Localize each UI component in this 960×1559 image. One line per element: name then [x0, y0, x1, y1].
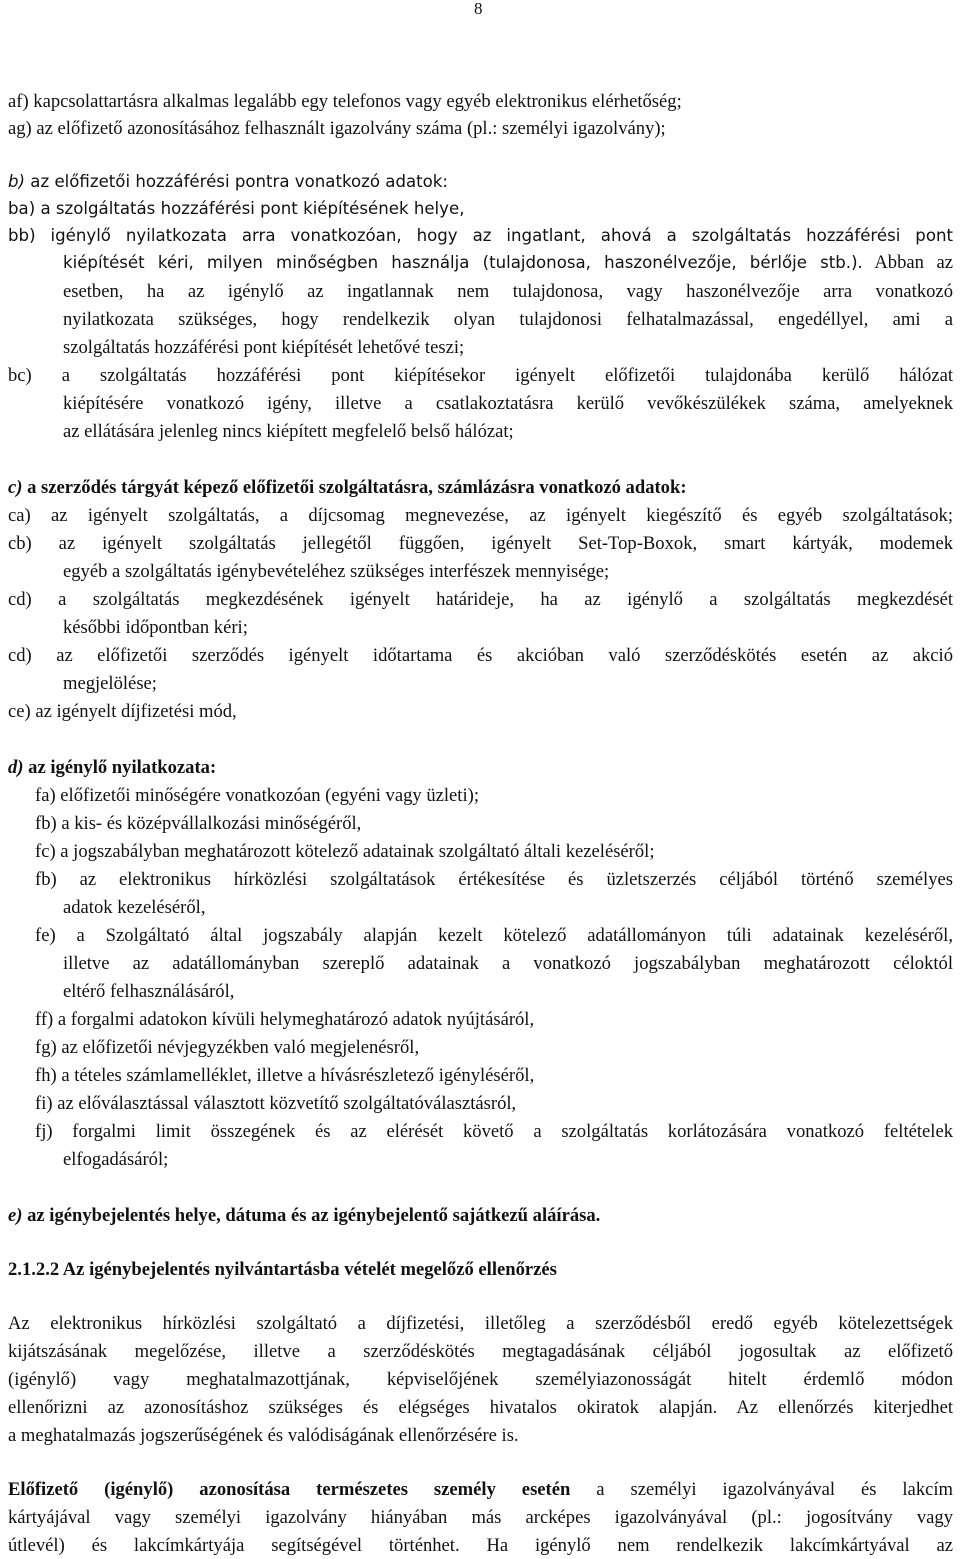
item-fb-2-line-1: fb) az elektronikus hírközlési szolgáltatások értékesítése és üzletszerzés céljából történő személyes — [35, 869, 953, 890]
section-c-heading — [8, 474, 953, 501]
item-ca: ca) az igényelt szolgáltatás, a díjcsomag megnevezése, az igényelt kiegészítő és egyéb szolgáltatások; — [8, 505, 953, 526]
item-bb-line-1: bb) igénylő nyilatkozata arra vonatkozóan, hogy az ingatlant, ahová a szolgáltatás hozzáférési pont — [8, 226, 953, 245]
item-fa: fa) előfizetői minőségére vonatkozóan (egyéni vagy üzleti); — [35, 785, 479, 806]
paragraph-2-bold-lead: Előfizető (igénylő) azonosítása természetes személy esetén — [8, 1479, 571, 1500]
item-bb-line-2-serif: Abban az — [862, 252, 953, 273]
item-ce: ce) az igényelt díjfizetési mód, — [8, 701, 237, 722]
paragraph-1-line-5: a meghatalmazás jogszerűségének és valódiságának ellenőrzésére is. — [8, 1425, 519, 1446]
section-e-title: az igénybejelentés helye, dátuma és az igénybejelentő sajátkezű aláírása. — [22, 1205, 601, 1226]
section-c-letter: c) — [8, 477, 23, 498]
item-ff: ff) a forgalmi adatokon kívüli helymeghatározó adatok nyújtásáról, — [35, 1009, 535, 1030]
item-bb-line-2 — [63, 249, 953, 276]
item-fj-line-2: elfogadásáról; — [63, 1149, 169, 1170]
item-fg: fg) az előfizetői névjegyzékben való megjelenésről, — [35, 1037, 420, 1058]
item-bc-line-2: kiépítésére vonatkozó igény, illetve a csatlakoztatásra kerülő vevőkészülékek száma, amelyeknek — [63, 393, 953, 414]
paragraph-1-line-1: Az elektronikus hírközlési szolgáltató a díjfizetési, illetőleg a szerződésből eredő egyéb kötelezettségek — [8, 1313, 953, 1334]
section-b-heading — [8, 168, 953, 195]
item-cd1-line-1: cd) a szolgáltatás megkezdésének igényelt határideje, ha az igénylő a szolgáltatás megkezdését — [8, 589, 953, 610]
item-bc-line-3: az ellátására jelenleg nincs kiépített megfelelő belső hálózat; — [63, 421, 514, 442]
paragraph-2-line-3: útlevél) és lakcímkártyája segítségével történhet. Ha igénylő nem rendelkezik lakcímkártyával az — [8, 1535, 953, 1556]
paragraph-1-line-3: (igénylő) vagy meghatalmazottjának, képviselőjének személyiazonosságát hitelt érdemlő módon — [8, 1369, 953, 1390]
section-e-letter: e) — [8, 1205, 23, 1226]
section-d-heading — [8, 754, 953, 781]
item-af: af) kapcsolattartásra alkalmas legalább egy telefonos vagy egyéb elektronikus elérhetőség; — [8, 91, 682, 112]
item-cd2-line-1: cd) az előfizetői szerződés igényelt időtartama és akcióban való szerződéskötés esetén az akció — [8, 645, 953, 666]
item-fb-1: fb) a kis- és középvállalkozási minőségéről, — [35, 813, 362, 834]
item-fb-2-line-2: adatok kezeléséről, — [63, 897, 206, 918]
page-number: 8 — [474, 0, 483, 18]
item-cb-line-2: egyéb a szolgáltatás igénybevételéhez szükséges interfészek mennyisége; — [63, 561, 610, 582]
paragraph-2-line-2: kártyájával vagy személyi igazolvány hiányában más arcképes igazolványával (pl.: jogosítvány vagy — [8, 1507, 953, 1528]
item-fc: fc) a jogszabályban meghatározott kötelező adatainak szolgáltató általi kezeléséről; — [35, 841, 655, 862]
item-fi: fi) az előválasztással választott közvetítő szolgáltatóválasztásról, — [35, 1093, 517, 1114]
item-ba: ba) a szolgáltatás hozzáférési pont kiépítésének helye, — [8, 199, 465, 218]
section-d-title: az igénylő nyilatkozata: — [23, 757, 217, 778]
section-d-letter: d) — [8, 757, 24, 778]
paragraph-2-line-1-rest: a személyi igazolványával és lakcím — [570, 1479, 953, 1500]
item-bb-line-3: esetben, ha az igénylő az ingatlannak nem tulajdonosa, vagy haszonélvezője arra vonatkozó — [63, 281, 953, 302]
paragraph-1-line-2: kijátszásának megelőzése, illetve a szerződéskötés megtagadásának céljából jogosultak az előfizető — [8, 1341, 953, 1362]
section-b-title: az előfizetői hozzáférési pontra vonatkozó adatok: — [25, 172, 449, 191]
section-e-heading — [8, 1202, 953, 1229]
item-bb-line-4: nyilatkozata szükséges, hogy rendelkezik olyan tulajdonosi felhatalmazással, engedéllyel, ami a — [63, 309, 953, 330]
item-cd1-line-2: későbbi időpontban kéri; — [63, 617, 248, 638]
item-bb-line-2-sans: kiépítését kéri, milyen minőségben használja (tulajdonosa, haszonélvezője, bérlője stb.). — [63, 253, 863, 272]
item-ag: ag) az előfizető azonosításához felhasznált igazolvány száma (pl.: személyi igazolvány); — [8, 118, 666, 139]
item-bb-line-5: szolgáltatás hozzáférési pont kiépítését lehetővé teszi; — [63, 337, 465, 358]
section-2-1-2-2-heading: 2.1.2.2 Az igénybejelentés nyilvántartásba vételét megelőző ellenőrzés — [8, 1259, 557, 1280]
paragraph-1-line-4: ellenőrizni az azonosításhoz szükséges és elégséges hivatalos okiratok alapján. Az ellenőrzés kiterjedhet — [8, 1397, 953, 1418]
item-fe-line-1: fe) a Szolgáltató által jogszabály alapján kezelt kötelező adatállományon túli adatainak kezeléséről, — [35, 925, 953, 946]
item-fj-line-1: fj) forgalmi limit összegének és az elérését követő a szolgáltatás korlátozására vonatkozó feltételek — [35, 1121, 953, 1142]
item-cd2-line-2: megjelölése; — [63, 673, 157, 694]
section-c-title: a szerződés tárgyát képező előfizetői szolgáltatásra, számlázásra vonatkozó adatok: — [22, 477, 687, 498]
item-fe-line-3: eltérő felhasználásáról, — [63, 981, 235, 1002]
paragraph-2-line-1 — [8, 1476, 953, 1503]
item-fh: fh) a tételes számlamelléklet, illetve a hívásrészletező igényléséről, — [35, 1065, 535, 1086]
section-b-letter: b) — [8, 172, 26, 191]
item-bc-line-1: bc) a szolgáltatás hozzáférési pont kiépítésekor igényelt előfizetői tulajdonába kerülő hálózat — [8, 365, 953, 386]
item-fe-line-2: illetve az adatállományban szereplő adatainak a vonatkozó jogszabályban meghatározott céloktól — [63, 953, 953, 974]
item-cb-line-1: cb) az igényelt szolgáltatás jellegétől függően, igényelt Set-Top-Boxok, smart kártyák, modemek — [8, 533, 953, 554]
